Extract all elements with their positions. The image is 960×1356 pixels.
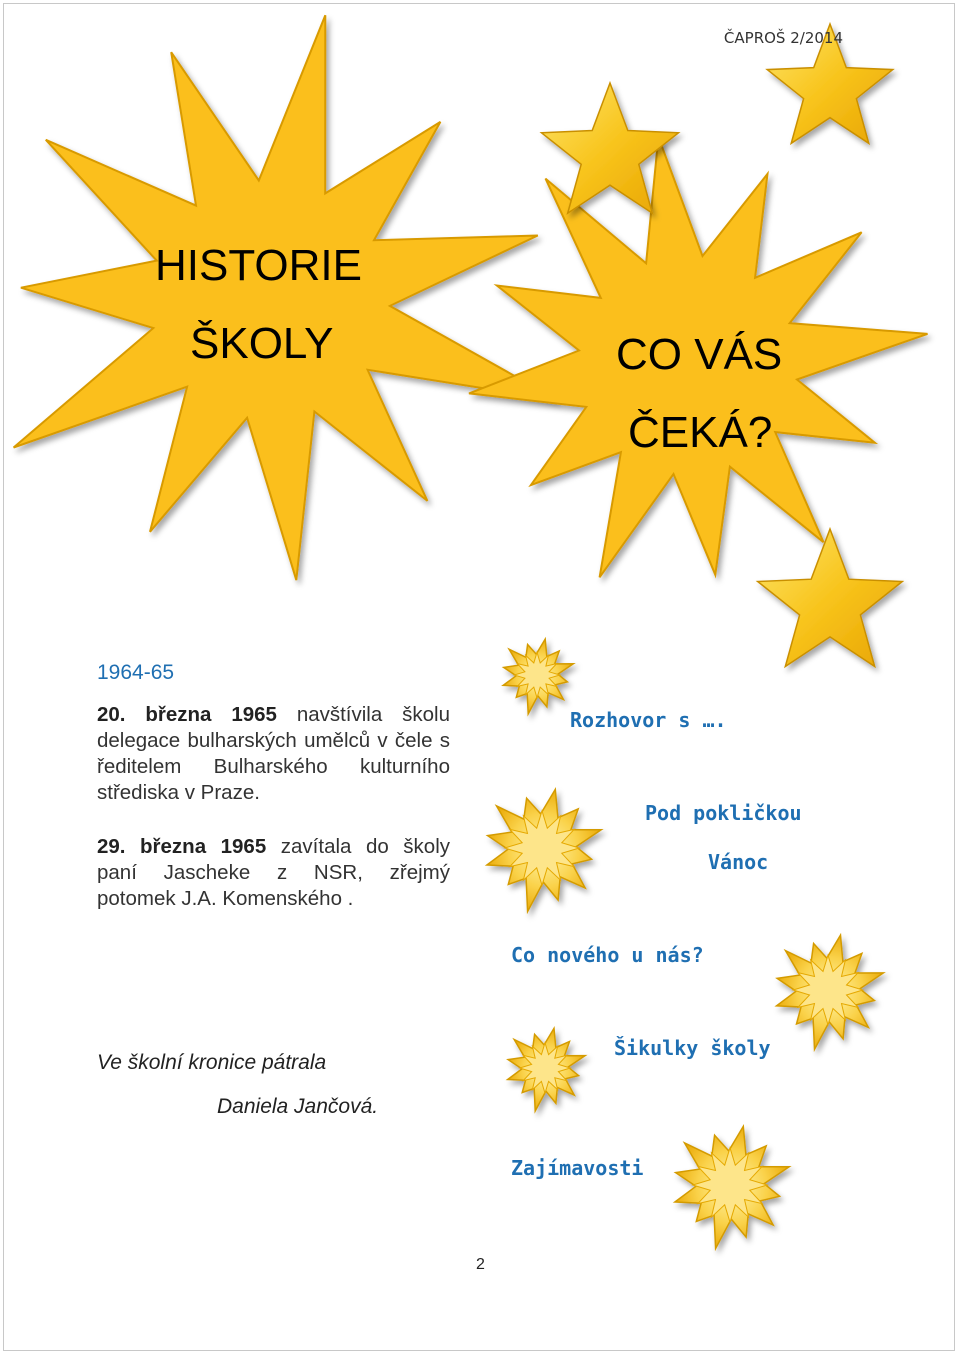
small-burst-icon bbox=[487, 789, 601, 911]
burst-heading-line2: ČEKÁ? bbox=[628, 408, 773, 457]
contents-item-christmas: Vánoc bbox=[708, 850, 769, 874]
paragraph-text: zavítala do školy paní Jascheke z NSR, zřejmý potomek J.A. Komenského . bbox=[97, 835, 450, 910]
burst-title-line1: HISTORIE bbox=[155, 241, 363, 290]
paragraph-date: 29. března 1965 bbox=[97, 835, 267, 858]
shape bbox=[14, 15, 558, 580]
contents-item-news: Co nového u nás? bbox=[511, 943, 704, 967]
contents-item-curiosities: Zajímavosti bbox=[511, 1156, 644, 1180]
contents-item-under-lid: Pod pokličkou bbox=[645, 801, 802, 825]
big-burst-left-icon bbox=[14, 15, 558, 580]
small-burst-icon bbox=[675, 1126, 789, 1248]
issue-header: ČAPROŠ 2/2014 bbox=[723, 29, 843, 47]
small-burst-icon bbox=[508, 1028, 585, 1111]
small-burst-icon bbox=[777, 935, 884, 1049]
burst-title-line2: ŠKOLY bbox=[190, 319, 334, 368]
article-paragraph-1 bbox=[97, 702, 450, 806]
article-year: 1964-65 bbox=[97, 661, 175, 684]
article-paragraph-2 bbox=[97, 834, 450, 912]
signature-line2: Daniela Jančová. bbox=[217, 1095, 379, 1118]
contents-item-interview: Rozhovor s …. bbox=[570, 708, 727, 732]
burst-heading-line1: CO VÁS bbox=[616, 330, 783, 379]
page-number: 2 bbox=[476, 1256, 485, 1273]
contents-item-crafts: Šikulky školy bbox=[614, 1036, 771, 1060]
signature-line1: Ve školní kronice pátrala bbox=[97, 1051, 327, 1074]
small-burst-icon bbox=[503, 639, 573, 714]
star-icon bbox=[758, 529, 903, 667]
paragraph-text: navštívila školu delegace bulharských umělců v čele s ředitelem Bulharského kulturního střediska v Praze. bbox=[97, 703, 450, 804]
shape bbox=[758, 529, 903, 667]
paragraph-date: 20. března 1965 bbox=[97, 703, 277, 726]
